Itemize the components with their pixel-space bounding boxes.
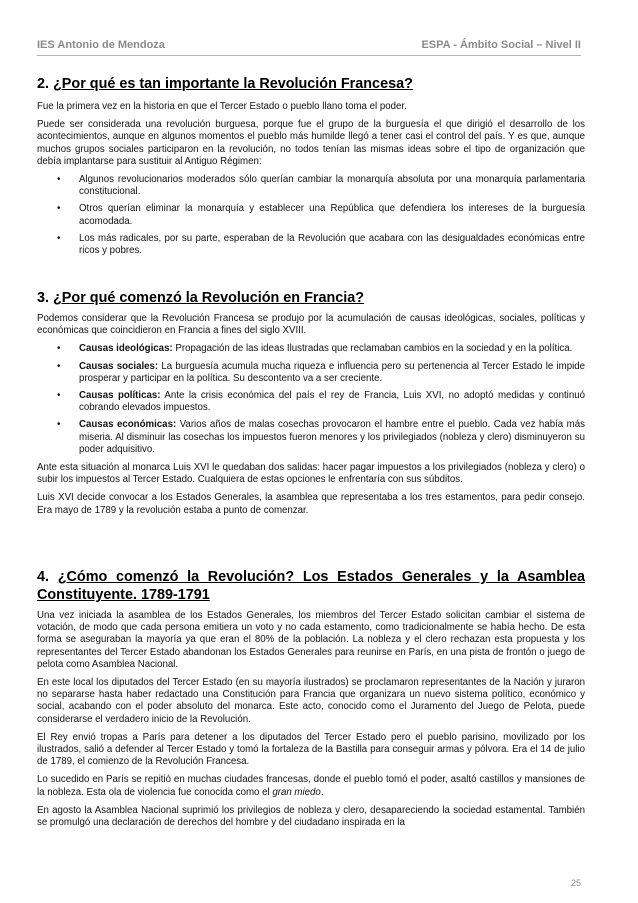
bullet-icon: • [57, 360, 61, 372]
section-4-title: ¿Cómo comenzó la Revolución? Los Estados Generales y la Asamblea Constituyente. 1789-1791 [37, 569, 586, 603]
section-2-paragraph-1: Fue la primera vez en la historia en que el Tercer Estado o pueblo llano toma el poder. [37, 101, 407, 112]
section-4-paragraph-3: El Rey envió tropas a París para detener a los diputados del Tercer Estado pero el pueblo parisino, movilizado por los ilustrados, salió a defender al Tercer Estado y tomó la fortaleza de la Bastilla para conseguir armas y pólvora. Era el 14 de julio de 1789, el comienzo de la Revolución Francesa. [37, 731, 585, 768]
bullet-icon: • [57, 343, 61, 355]
bullet-icon: • [57, 419, 61, 431]
section-4-paragraph-5: En agosto la Asamblea Nacional suprimió los privilegios de nobleza y clero, desapareciendo la sociedad estamental. También se promulgó una declaración de derechos del hombre y del ciudadano inspirada en la [37, 804, 585, 829]
cause-label: Causas políticas: [79, 390, 161, 402]
bullet-icon: • [57, 203, 61, 215]
section-4 [37, 568, 585, 835]
section-2-heading [37, 75, 585, 93]
section-4-paragraph-1: Una vez iniciada la asamblea de los Estados Generales, los miembros del Tercer Estado solicitan cambiar el sistema de votación, de modo que cada persona emitiera un voto y no cada estamento, como tradicionalmente se había hecho. De esta forma se aseguraban la mayoría ya que eran el 80% de la población. La nobleza y el clero rechazan esta propuesta y los representantes del Tercer Estado abandonan los Estados Generales para reunirse en París, en una pista de frontón o juego de pelota como Asamblea Nacional. [37, 610, 585, 670]
section-2-paragraph-2: Puede ser considerada una revolución burguesa, porque fue el grupo de la burguesía el que dirigió el desarrollo de los acontecimientos, aunque en algunos momentos el pueblo más humilde llegó a tener casi el control del país. Y es que, aunque muchos grupos sociales participaron en la revolución, no todos tenían las mismas ideas sobre el tipo de organización que debía implantarse para sustituir al Antiguo Régimen: [37, 119, 585, 167]
page-number: 25 [570, 878, 581, 888]
bullet-icon: • [57, 174, 61, 186]
bullet-icon: • [57, 232, 61, 244]
section-3-heading [37, 289, 585, 307]
list-item: • Causas políticas: Ante la crisis económica del país el rey de Francia, Luis XVI, no adoptó medidas y continuó cobrando elevados impuestos. [57, 390, 585, 414]
header-school-name: IES Antonio de Mendoza [37, 39, 165, 51]
bullet-icon: • [57, 390, 61, 402]
list-item: • Otros querían eliminar la monarquía y establecer una República que defendiera los intereses de la burguesía acomodada. [57, 203, 585, 227]
header-course-name: ESPA - Ámbito Social – Nivel II [421, 39, 581, 51]
section-4-paragraph-2: En este local los diputados del Tercer Estado (en su mayoría ilustrados) se proclamaron representantes de la Nación y juraron no separarse hasta haber redactado una Constitución para Francia que organizara un nuevo sistema político, económico y social, acabando con el poder absoluto del monarca. Este acto, conocido como el Juramento del Juego de Pelota, puede considerarse el verdadero inicio de la Revolución. [37, 677, 585, 725]
gran-miedo-term: gran miedo [272, 786, 321, 798]
section-3-title: ¿Por qué comenzó la Revolución en Francia? [53, 290, 365, 306]
section-2 [37, 75, 585, 263]
cause-label: Causas sociales: [79, 360, 159, 372]
section-3-paragraph-3: Luis XVI decide convocar a los Estados Generales, la asamblea que representaba a los tres estamentos, para pedir consejo. Era mayo de 1789 y la revolución estaba a punto de comenzar. [37, 492, 585, 516]
section-3-paragraph-2: Ante esta situación al monarca Luis XVI le quedaban dos salidas: hacer pagar impuestos a los privilegiados (nobleza y clero) o subir los impuestos al Tercer Estado. Cualquiera de estas opciones le enfrentaría con sus súbditos. [37, 462, 585, 486]
section-4-heading [37, 568, 585, 604]
section-3-causes-list [37, 343, 585, 456]
section-2-title: ¿Por qué es tan importante la Revolución Francesa? [53, 76, 413, 92]
list-item: • Causas ideológicas: Propagación de las ideas Ilustradas que reclamaban cambios en la sociedad y en la política. [57, 343, 573, 355]
section-3 [37, 289, 585, 523]
section-4-number: 4. [37, 569, 50, 585]
list-item: • Algunos revolucionarios moderados sólo querían cambiar la monarquía absoluta por una monarquía parlamentaria constitucional. [57, 174, 585, 198]
cause-label: Causas económicas: [79, 419, 177, 431]
list-item: • Causas sociales: La burguesía acumula mucha riqueza e influencia pero su pertenencia al Tercer Estado le impide prosperar y participar en la política. Su descontento va a ser creciente. [57, 360, 586, 384]
header-divider [37, 55, 581, 56]
section-3-number: 3. [37, 290, 50, 306]
section-3-paragraph-1: Podemos considerar que la Revolución Francesa se produjo por la acumulación de causas ideológicas, sociales, políticas y económicas que coincidieron en Francia a fines del siglo XVIII. [37, 313, 585, 337]
section-2-bullet-list [37, 174, 585, 257]
section-2-number: 2. [37, 76, 50, 92]
list-item: • Los más radicales, por su parte, esperaban de la Revolución que acabara con las desigualdades económicas entre ricos y pobres. [57, 232, 585, 257]
cause-label: Causas ideológicas: [79, 343, 173, 355]
list-item: • Causas económicas: Varios años de malas cosechas provocaron el hambre entre el pueblo. Cada vez había más miseria. Al disminuir las cosechas los impuestos fueron menores y los privilegiados (nobleza y clero) disminuyeron su poder adquisitivo. [57, 419, 585, 455]
section-4-paragraph-4: Lo sucedido en París se repitió en muchas ciudades francesas, donde el pueblo tomó el poder, asaltó castillos y mansiones de la nobleza. Esta ola de violencia fue conocida como el gran miedo. [37, 774, 585, 798]
